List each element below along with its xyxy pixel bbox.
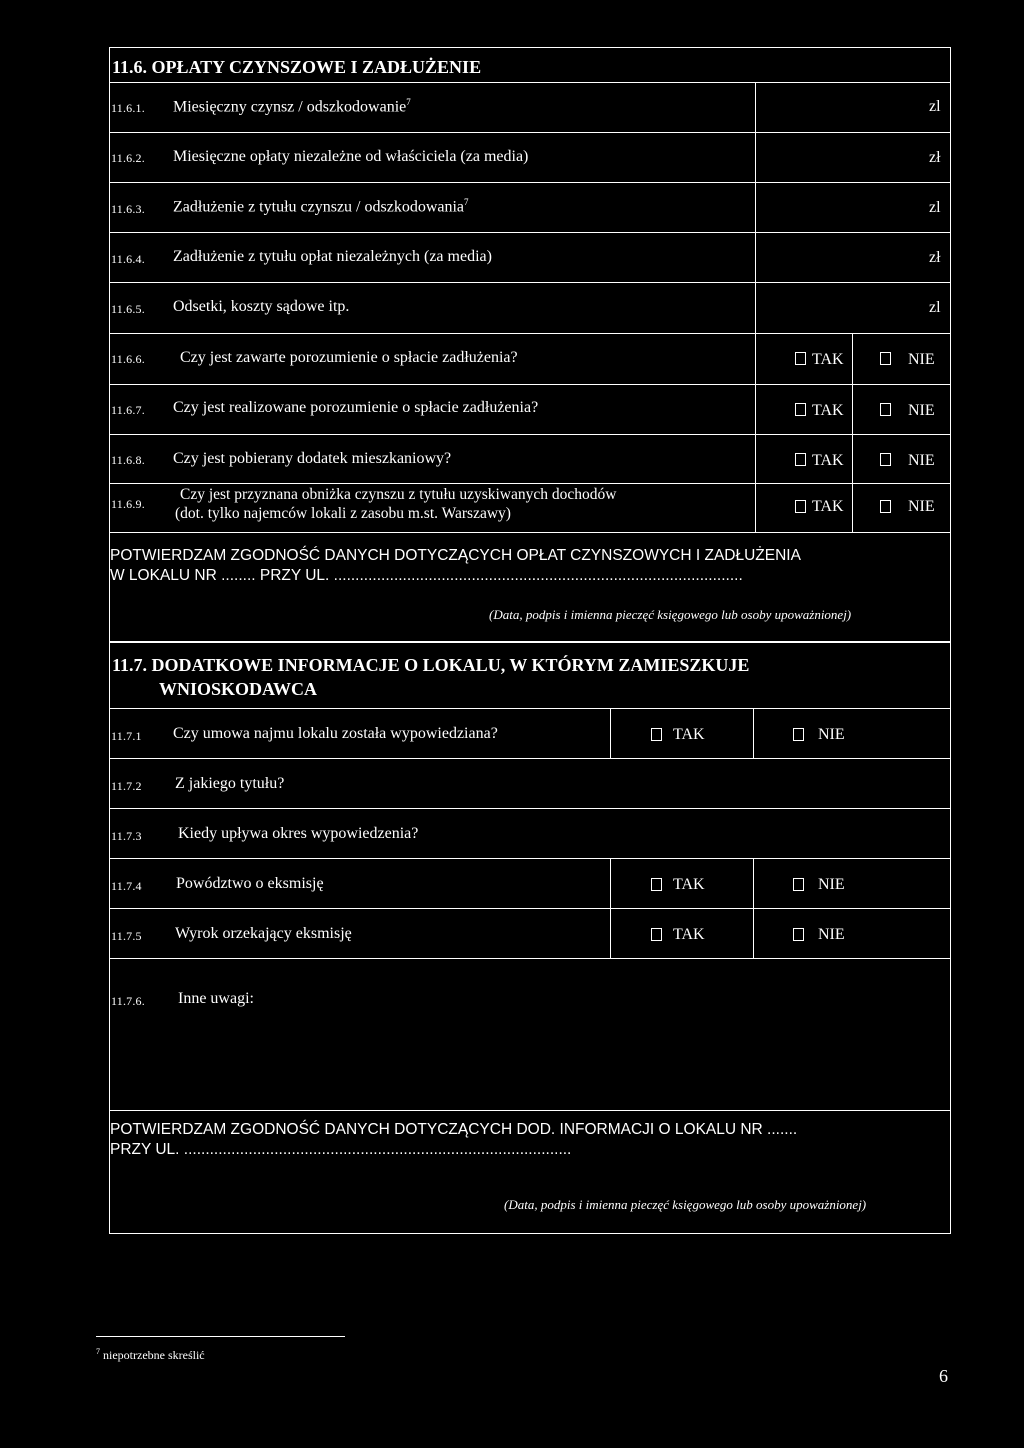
row-number: 11.6.4. [111,252,145,266]
row-number: 11.6.8. [111,453,145,467]
currency-unit: zł [929,249,941,266]
footnote-rule [96,1336,345,1337]
divider [109,483,951,484]
divider [109,434,951,435]
question-label: Z jakiego tytułu? [175,775,285,792]
divider [109,958,951,959]
amount-field[interactable] [757,284,949,331]
column-divider [852,333,853,532]
yes-option-label: TAK [812,402,844,419]
yes-checkbox[interactable] [651,928,662,941]
page-number: 6 [939,1366,948,1386]
confirmation-text-line2: W LOKALU NR ........ PRZY UL. ............................................................................................... [110,567,743,584]
no-option-label: NIE [908,351,935,368]
row-number: 11.7.3 [111,829,142,843]
row-number: 11.6.7. [111,403,145,417]
no-option-label: NIE [908,452,935,469]
row-number: 11.6.5. [111,302,145,316]
no-option-label: NIE [908,498,935,515]
no-option-label: NIE [818,876,845,893]
row-number: 11.6.2. [111,151,145,165]
yes-checkbox[interactable] [795,403,806,416]
footnote-mark: 7 [96,1347,100,1356]
yes-checkbox[interactable] [651,728,662,741]
yes-option-label: TAK [812,452,844,469]
no-option-label: NIE [908,402,935,419]
question-label-line1: Czy jest przyznana obniżka czynszu z tytułu uzyskiwanych dochodów [180,486,617,503]
row-label: Zadłużenie z tytułu opłat niezależnych (za media) [173,248,492,265]
yes-checkbox[interactable] [795,500,806,513]
signature-caption: (Data, podpis i imienna pieczęć księgowego lub osoby upoważnionej) [489,607,852,622]
section-11-7-title-line1: 11.7. DODATKOWE INFORMACJE O LOKALU, W KTÓRYM ZAMIESZKUJE [112,655,750,675]
divider [109,908,951,909]
divider [109,132,951,133]
column-divider [610,708,611,758]
divider [109,858,951,859]
no-checkbox[interactable] [793,728,804,741]
question-label: Czy jest zawarte porozumienie o spłacie zadłużenia? [180,349,518,366]
question-label: Czy jest realizowane porozumienie o spłacie zadłużenia? [173,399,539,416]
currency-unit: zl [929,199,941,216]
question-label-line2: (dot. tylko najemców lokali z zasobu m.st. Warszawy) [175,505,511,522]
row-number: 11.7.6. [111,994,145,1008]
footnote [96,1347,205,1363]
column-divider [753,708,754,758]
no-checkbox[interactable] [793,928,804,941]
yes-option-label: TAK [812,351,844,368]
currency-unit: zł [929,149,941,166]
divider [109,384,951,385]
divider [109,333,951,334]
row-number: 11.7.2 [111,779,142,793]
yes-checkbox[interactable] [651,878,662,891]
yes-option-label: TAK [673,726,705,743]
row-number: 11.6.6. [111,352,145,366]
divider [109,1110,951,1111]
divider [109,758,951,759]
question-label: Inne uwagi: [178,990,254,1007]
section-11-6-title: 11.6. OPŁATY CZYNSZOWE I ZADŁUŻENIE [112,57,482,77]
amount-field[interactable] [757,234,949,280]
row-label: Zadłużenie z tytułu czynszu / odszkodowania$^7$ [173,197,469,216]
yes-checkbox[interactable] [795,453,806,466]
divider [109,282,951,283]
amount-field[interactable] [757,134,949,180]
no-checkbox[interactable] [880,352,891,365]
amount-field[interactable] [757,184,949,230]
no-checkbox[interactable] [880,403,891,416]
no-option-label: NIE [818,726,845,743]
currency-unit: zl [929,98,941,115]
divider [109,232,951,233]
question-label: Kiedy upływa okres wypowiedzenia? [178,825,419,842]
divider [109,182,951,183]
row-number: 11.7.5 [111,929,142,943]
currency-unit: zl [929,299,941,316]
column-divider [755,82,756,532]
row-label: Miesięczne opłaty niezależne od właściciela (za media) [173,148,529,165]
question-label: Czy umowa najmu lokalu została wypowiedziana? [173,725,498,742]
row-number: 11.6.3. [111,202,145,216]
column-divider [753,858,754,958]
divider [109,82,951,83]
no-checkbox[interactable] [793,878,804,891]
column-divider [610,858,611,958]
confirmation-text-line1: POTWIERDZAM ZGODNOŚĆ DANYCH DOTYCZĄCYCH OPŁAT CZYNSZOWYCH I ZADŁUŻENIA [110,547,801,564]
no-checkbox[interactable] [880,453,891,466]
row-label: Odsetki, koszty sądowe itp. [173,298,350,315]
row-number: 11.6.9. [111,497,145,511]
confirmation-text-line1: POTWIERDZAM ZGODNOŚĆ DANYCH DOTYCZĄCYCH DOD. INFORMACJI O LOKALU NR ....... [110,1121,798,1138]
row-label: Miesięczny czynsz / odszkodowanie$^7$ [173,97,411,116]
section-11-7-title-line2: WNIOSKODAWCA [159,679,318,699]
question-label: Wyrok orzekający eksmisję [175,925,352,942]
divider [109,532,951,533]
yes-option-label: TAK [673,876,705,893]
row-number: 11.6.1. [111,101,145,115]
question-label: Powództwo o eksmisję [176,875,324,892]
signature-caption: (Data, podpis i imienna pieczęć księgowego lub osoby upoważnionej) [504,1197,867,1212]
yes-option-label: TAK [673,926,705,943]
yes-option-label: TAK [812,498,844,515]
divider [109,808,951,809]
confirmation-text-line2: PRZY UL. .......................................................................................... [110,1141,572,1158]
row-number: 11.7.1 [111,729,142,743]
amount-field[interactable] [757,84,949,130]
footnote-text: niepotrzebne skreślić [103,1348,205,1362]
question-label: Czy jest pobierany dodatek mieszkaniowy? [173,450,452,467]
row-number: 11.7.4 [111,879,142,893]
no-option-label: NIE [818,926,845,943]
yes-checkbox[interactable] [795,352,806,365]
remarks-field[interactable] [111,1014,949,1108]
no-checkbox[interactable] [880,500,891,513]
divider [109,708,951,709]
